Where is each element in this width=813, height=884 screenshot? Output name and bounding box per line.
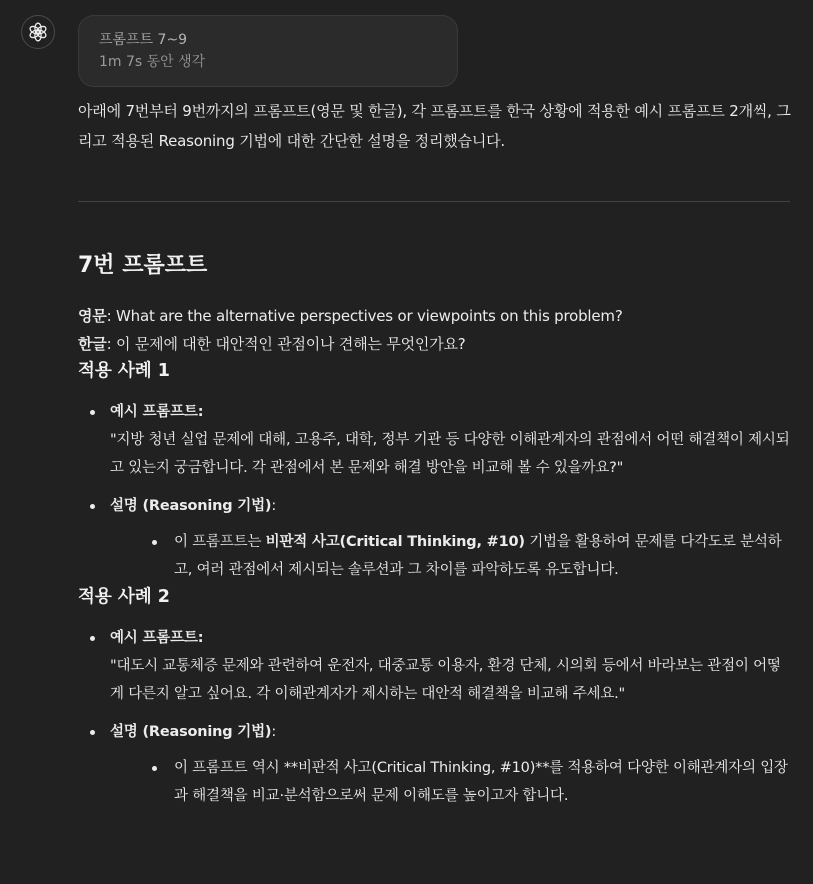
explain-label: 설명 (Reasoning 기법)	[110, 724, 272, 740]
section-title: 7번 프롬프트	[78, 253, 208, 278]
assistant-message	[78, 96, 793, 810]
reasoning-duration: 1m 7s 동안 생각	[99, 54, 206, 70]
example-label: 예시 프롬프트:	[110, 630, 204, 646]
english-label: 영문	[78, 307, 107, 325]
example-text: "대도시 교통체증 문제와 관련하여 운전자, 대중교통 이용자, 환경 단체, 시의회 등에서 바라보는 관점이 어떻게 다른지 알고 싶어요. 각 이해관계자가 제시하는 대안적 해결책을 비교해 주세요."	[110, 658, 781, 702]
case-1-list	[78, 398, 793, 584]
explain-pre: 이 프롬프트는	[174, 534, 266, 550]
case-2-explain-item	[78, 718, 793, 810]
korean-label: 한글	[78, 335, 107, 353]
openai-logo-icon	[27, 21, 49, 43]
case-1-explain-item	[78, 492, 793, 584]
case-2-example-item	[78, 624, 793, 708]
explain-label: 설명 (Reasoning 기법)	[110, 498, 272, 514]
reasoning-summary-toggle[interactable]	[78, 15, 458, 87]
example-label: 예시 프롬프트:	[110, 404, 204, 420]
korean-text: : 이 문제에 대한 대안적인 관점이나 견해는 무엇인가요?	[106, 335, 466, 353]
explain-bold: 비판적 사고(Critical Thinking, #10)	[265, 534, 525, 550]
case-1-example-item	[78, 398, 793, 482]
intro-paragraph: 아래에 7번부터 9번까지의 프롬프트(영문 및 한글), 각 프롬프트를 한국 상황에 적용한 예시 프롬프트 2개씩, 그리고 적용된 Reasoning 기법에 대한 간단한 설명을 정리했습니다.	[78, 102, 791, 150]
assistant-avatar	[21, 15, 55, 49]
prompt-definition	[78, 302, 793, 358]
explain-sub-item	[110, 528, 793, 584]
explain-sub-item: 이 프롬프트 역시 **비판적 사고(Critical Thinking, #10)**를 적용하여 다양한 이해관계자의 입장과 해결책을 비교·분석함으로써 문제 이해도를 높이고자 합니다.	[110, 754, 793, 810]
divider	[78, 201, 790, 202]
explain-colon: :	[271, 724, 277, 740]
case-1-explain-sublist	[110, 528, 793, 584]
case-2-list	[78, 624, 793, 810]
korean-prompt-line	[78, 330, 793, 358]
example-text: "지방 청년 실업 문제에 대해, 고용주, 대학, 정부 기관 등 다양한 이해관계자의 관점에서 어떤 해결책이 제시되고 있는지 궁금합니다. 각 관점에서 본 문제와 해결 방안을 비교해 볼 수 있을까요?"	[110, 432, 790, 476]
english-text: : What are the alternative perspectives or viewpoints on this problem?	[106, 307, 623, 325]
case-2-explain-sublist	[110, 754, 793, 810]
reasoning-title: 프롬프트 7~9	[99, 32, 188, 48]
explain-colon: :	[271, 498, 277, 514]
english-prompt-line	[78, 302, 793, 330]
case-2-title: 적용 사례 2	[78, 587, 170, 607]
explain-post: 기법을 활용하여 문제를 다각도로 분석하고, 여러 관점에서 제시되는 솔루션과 그 차이를 파악하도록 유도합니다.	[174, 534, 782, 578]
case-1-title: 적용 사례 1	[78, 361, 170, 381]
